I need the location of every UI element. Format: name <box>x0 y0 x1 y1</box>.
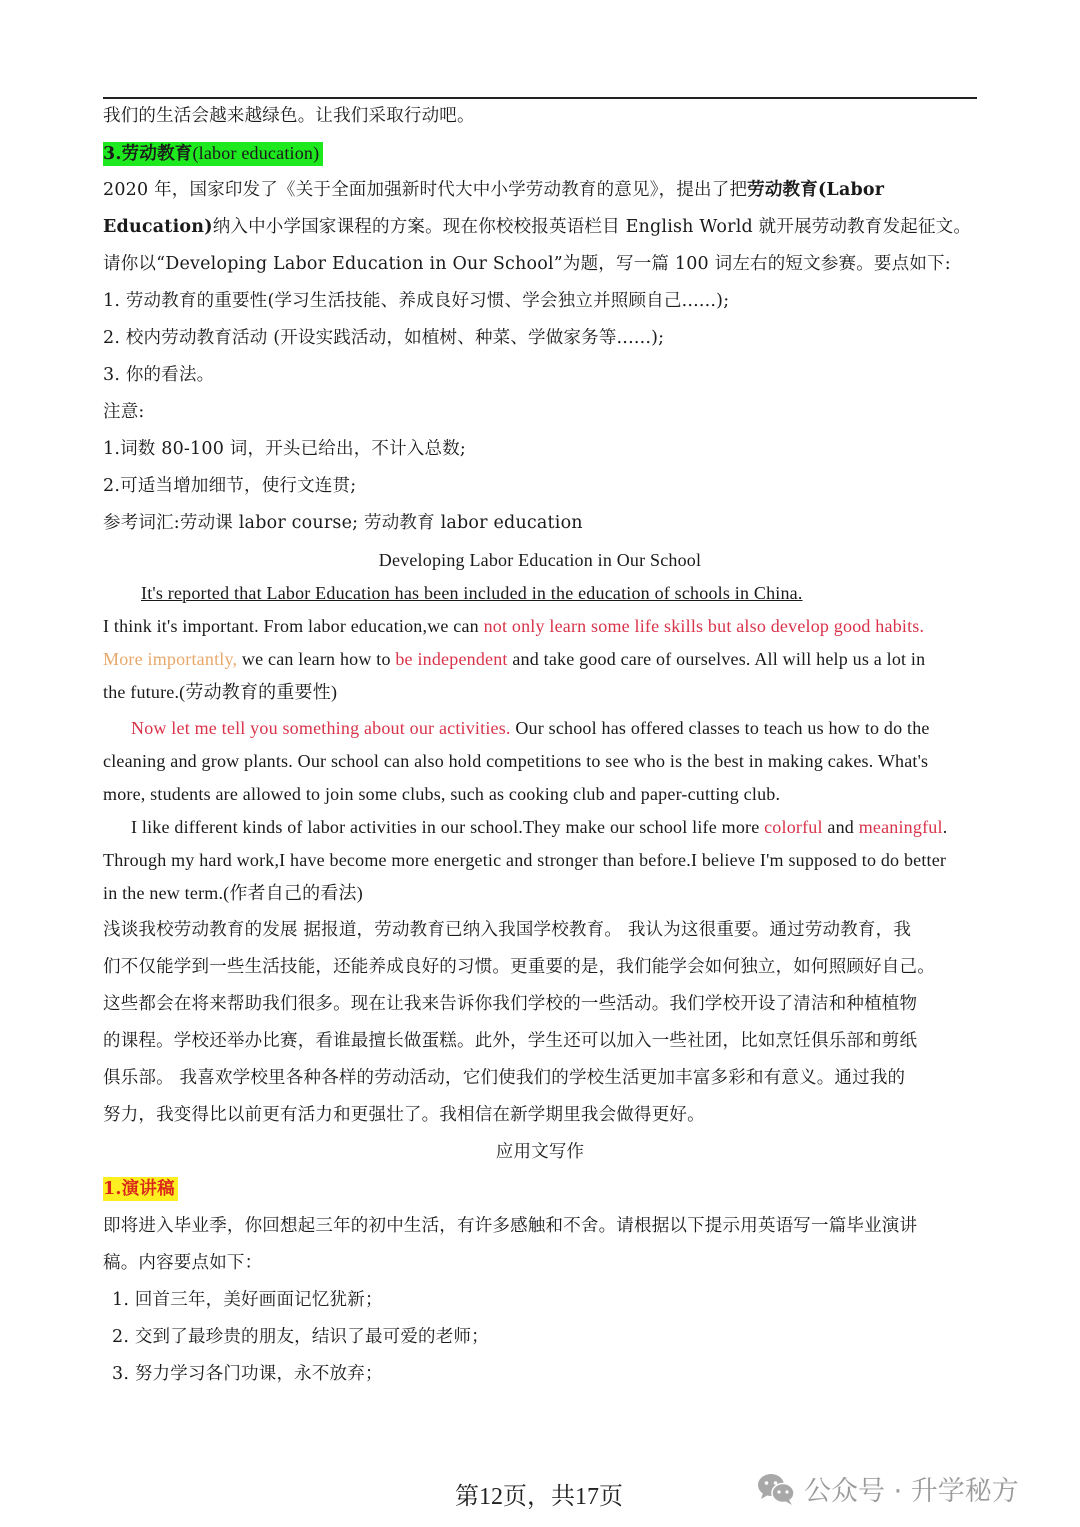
point-item: 1. 劳动教育的重要性(学习生活技能、养成良好习惯、学会独立并照顾自己......); <box>103 291 730 311</box>
section-heading-labor-education <box>103 141 983 166</box>
point-item: 2. 校内劳动教育活动 (开设实践活动，如植树、种菜、学做家务等......); <box>103 328 665 348</box>
essay-text: we can learn how to <box>237 649 396 669</box>
intro-bold: Education) <box>103 217 213 237</box>
wechat-icon <box>756 1471 798 1507</box>
speech-point: 1. 回首三年，美好画面记忆犹新； <box>112 1290 383 1310</box>
intro-bold: 劳动教育(Labor <box>747 180 885 200</box>
speech-intro-line: 即将进入毕业季，你回想起三年的初中生活，有许多感触和不舍。请根据以下提示用英语写一篇毕业演讲 <box>103 1216 918 1236</box>
point-item: 3. 你的看法。 <box>103 365 215 385</box>
speech-point: 2. 交到了最珍贵的朋友，结识了最可爱的老师； <box>112 1327 489 1347</box>
essay-title: Developing Labor Education in Our School <box>378 550 702 570</box>
watermark-text: 公众号 · 升学秘方 <box>804 1476 1019 1507</box>
essay-p2-line3: more, students are allowed to join some clubs, such as cooking club and paper-cutting club. <box>103 784 781 804</box>
essay-opening-text: It's reported that Labor Education has been included in the education of schools in China. <box>141 583 803 603</box>
section-heading-en: (labor education) <box>192 143 320 163</box>
header-rule <box>103 97 977 99</box>
essay-p2-line1 <box>103 716 1011 740</box>
essay-emphasis-red: colorful <box>764 817 823 837</box>
essay-p3-line2: Through my hard work,I have become more energetic and stronger than before.I believe I'm supposed to do better <box>103 850 947 870</box>
page-indicator: 第12页，共17页 <box>455 1484 623 1510</box>
intro-line-2 <box>103 215 983 239</box>
section-heading-speech <box>103 1177 983 1201</box>
speech-intro-line: 稿。内容要点如下： <box>103 1253 263 1273</box>
intro-text: 2020 年，国家印发了《关于全面加强新时代大中小学劳动教育的意见》，提出了把 <box>103 180 748 200</box>
previous-text-line: 我们的生活会越来越绿色。让我们采取行动吧。 <box>103 106 475 126</box>
essay-emphasis-red: be independent <box>395 649 508 669</box>
essay-text: I think it's important. From labor education,we can <box>103 616 484 636</box>
speech-point: 3. 努力学习各门功课，永不放弃； <box>112 1364 383 1384</box>
notes-label: 注意: <box>103 402 145 422</box>
essay-text: and take good care of ourselves. All will help us a lot in <box>507 649 926 669</box>
vocab-line: 参考词汇:劳动课 labor course; 劳动教育 labor education <box>103 513 583 533</box>
note-item: 2.可适当增加细节，使行文连贯; <box>103 476 357 496</box>
essay-text: and <box>822 817 859 837</box>
watermark <box>756 1469 1019 1508</box>
applied-writing-title: 应用文写作 <box>495 1142 585 1162</box>
essay-emphasis-red: Now let me tell you something about our activities. <box>131 718 511 738</box>
essay-p3-line1 <box>103 815 1011 839</box>
essay-emphasis-red: not only learn some life skills but also develop good habits. <box>483 616 925 636</box>
note-item: 1.词数 80-100 词，开头已给出，不计入总数; <box>103 439 467 459</box>
essay-p1-line3: the future.(劳动教育的重要性) <box>103 682 338 702</box>
translation-line: 努力，我变得比以前更有活力和更强壮了。我相信在新学期里我会做得更好。 <box>103 1105 705 1125</box>
essay-opening <box>103 581 1021 605</box>
essay-text: Our school has offered classes to teach us how to do the <box>510 718 930 738</box>
translation-line: 俱乐部。 我喜欢学校里各种各样的劳动活动，它们使我们的学校生活更加丰富多彩和有意义。通过我的 <box>103 1068 906 1088</box>
intro-line-3: 请你以“Developing Labor Education in Our School”为题，写一篇 100 词左右的短文参赛。要点如下: <box>103 254 951 274</box>
translation-line: 们不仅能学到一些生活技能，还能养成良好的习惯。更重要的是，我们能学会如何独立，如何照顾好自己。 <box>103 957 935 977</box>
translation-line: 这些都会在将来帮助我们很多。现在让我来告诉你我们学校的一些活动。我们学校开设了清洁和种植植物 <box>103 994 918 1014</box>
intro-line-1 <box>103 178 983 202</box>
essay-p1-line2 <box>103 647 983 671</box>
translation-line: 浅谈我校劳动教育的发展 据报道，劳动教育已纳入我国学校教育。 我认为这很重要。通过劳动教育，我 <box>103 920 912 940</box>
essay-text: . <box>942 817 948 837</box>
section-heading-cn: 3.劳动教育 <box>103 144 193 164</box>
section-heading-highlight <box>103 142 323 166</box>
essay-emphasis-red: meaningful <box>858 817 943 837</box>
essay-text: I like different kinds of labor activities in our school.They make our school life more <box>131 817 765 837</box>
intro-text: 纳入中小学国家课程的方案。现在你校校报英语栏目 English World 就开展劳动教育发起征文。 <box>212 217 972 237</box>
essay-p1-line1 <box>103 614 983 638</box>
essay-emphasis-orange: More importantly, <box>103 649 238 669</box>
essay-p2-line2: cleaning and grow plants. Our school can also hold competitions to see who is the best in making cakes. What's <box>103 751 929 771</box>
translation-line: 的课程。学校还举办比赛，看谁最擅长做蛋糕。此外，学生还可以加入一些社团，比如烹饪俱乐部和剪纸 <box>103 1031 918 1051</box>
section-heading-speech-text: 1.演讲稿 <box>103 1177 178 1201</box>
essay-p3-line3: in the new term.(作者自己的看法) <box>103 883 363 903</box>
